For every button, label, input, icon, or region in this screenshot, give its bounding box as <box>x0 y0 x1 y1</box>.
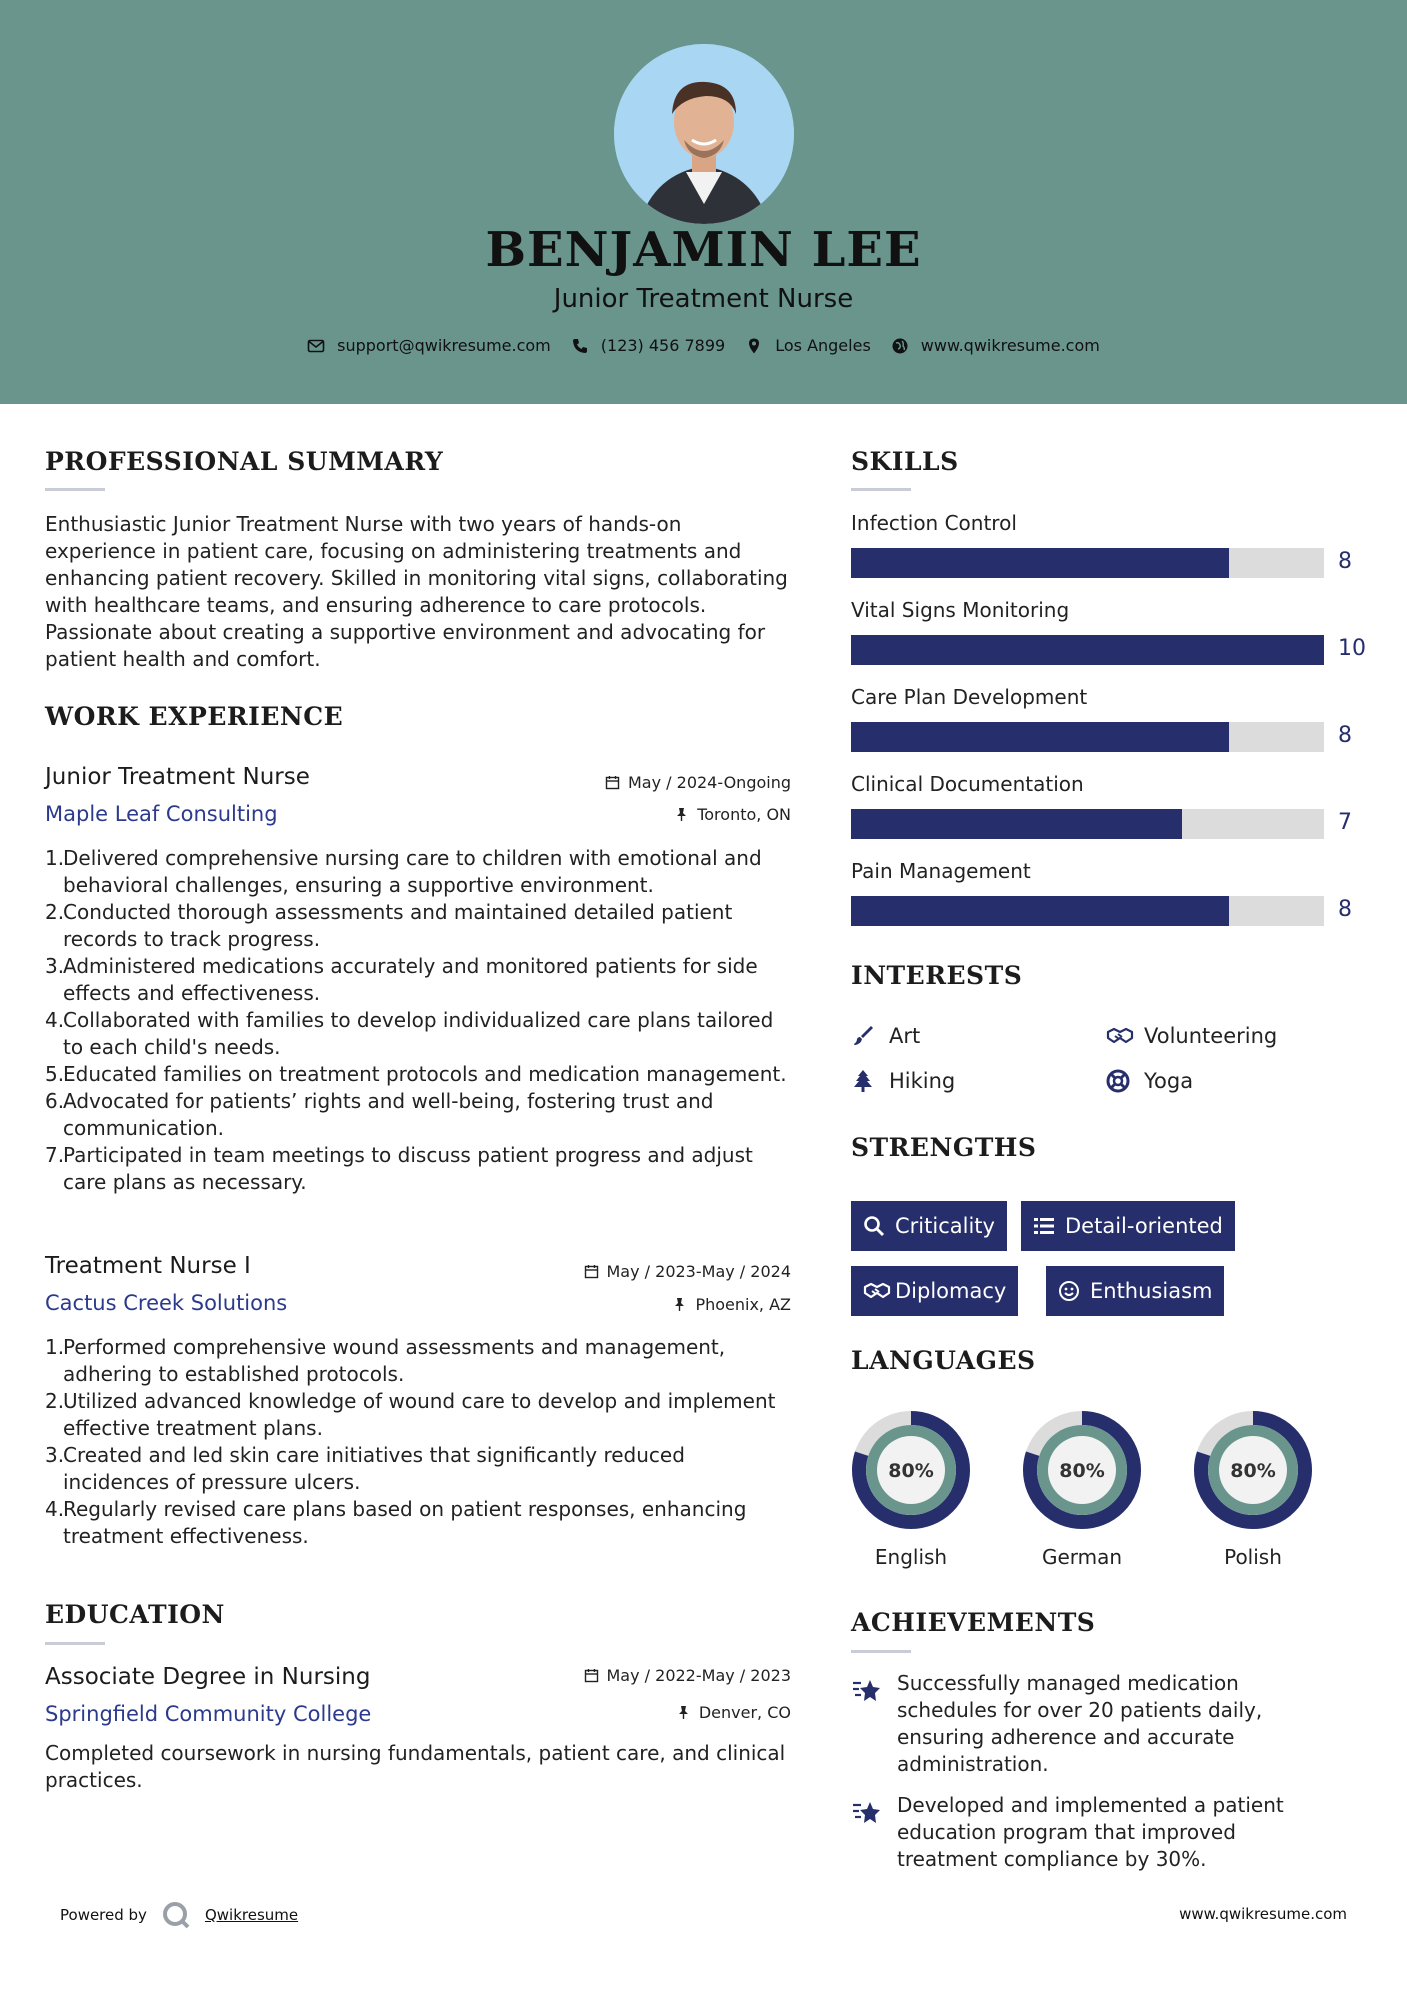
list-item: 7. Participated in team meetings to discuss patient progress and adjust care plans as necessary. <box>45 1143 753 1194</box>
interest-volunteering <box>1106 1024 1277 1048</box>
education-description: Completed coursework in nursing fundamentals, patient care, and clinical practices. <box>45 1741 786 1792</box>
contact-phone[interactable] <box>571 336 725 355</box>
shooting-star-icon <box>851 1674 883 1706</box>
footer-website[interactable]: www.qwikresume.com <box>1179 1905 1347 1923</box>
list-item: 4. Regularly revised care plans based on patient responses, enhancing treatment effectiveness. <box>45 1497 747 1548</box>
skill-bar-track <box>851 809 1324 839</box>
contact-email[interactable] <box>307 336 551 355</box>
phone-icon <box>571 337 589 355</box>
list-item: 3. Administered medications accurately and monitored patients for side effects and effectiveness. <box>45 954 758 1005</box>
job-company: Cactus Creek Solutions <box>45 1291 288 1315</box>
summary-text: Enthusiastic Junior Treatment Nurse with two years of hands-on experience in patient care, focusing on administering treatments and enhancing patient recovery. Skilled in monitoring vital signs, collaborating with healthcare teams, and ensuring adherence to care protocols. Passionate about creating a supportive environment and advocating for patient health and comfort. <box>45 512 788 671</box>
interest-hiking <box>851 1069 955 1093</box>
language-percent: 80% <box>888 1460 934 1482</box>
school-name: Springfield Community College <box>45 1702 372 1726</box>
achievement-text: Developed and implemented a patient education program that improved treatment compliance by 30%. <box>897 1793 1284 1871</box>
strength-label: Detail-oriented <box>1065 1214 1223 1238</box>
language-item <box>846 1409 976 1569</box>
job-dates <box>584 1262 792 1281</box>
strength-label: Diplomacy <box>895 1279 1007 1303</box>
location-text: Los Angeles <box>775 336 871 355</box>
list-item: 6. Advocated for patients’ rights and well-being, fostering trust and communication. <box>45 1089 714 1140</box>
strength-badge-diplomacy <box>851 1266 1018 1316</box>
job-dates-text: May / 2024-Ongoing <box>628 773 791 792</box>
qwikresume-logo-icon <box>161 1900 191 1930</box>
summary-heading: PROFESSIONAL SUMMARY <box>45 447 444 476</box>
resume-header <box>0 0 1407 404</box>
interest-yoga <box>1106 1069 1193 1093</box>
job-title: Treatment Nurse I <box>45 1253 251 1279</box>
summary-underline <box>45 488 105 491</box>
phone-text[interactable]: (123) 456 7899 <box>600 336 726 355</box>
shooting-star-icon <box>851 1796 883 1828</box>
footer-powered-by <box>60 1900 298 1930</box>
achievements-heading: ACHIEVEMENTS <box>851 1608 1096 1637</box>
candidate-name: BENJAMIN LEE <box>485 222 922 278</box>
achievement-item <box>851 1792 1331 1873</box>
skill-label: Vital Signs Monitoring <box>851 598 1070 622</box>
language-ring <box>850 1409 972 1531</box>
skill-label: Care Plan Development <box>851 685 1088 709</box>
skill-bar-track <box>851 722 1324 752</box>
lifebuoy-icon <box>1106 1069 1130 1093</box>
language-item <box>1017 1409 1147 1569</box>
email-text[interactable]: support@qwikresume.com <box>337 336 551 355</box>
skill-label: Pain Management <box>851 859 1031 883</box>
strength-badge-enthusiasm <box>1046 1266 1224 1316</box>
language-percent: 80% <box>1059 1460 1105 1482</box>
paintbrush-icon <box>851 1024 875 1048</box>
job-responsibilities <box>45 1334 790 1550</box>
search-icon <box>863 1215 885 1237</box>
job-location-text: Phoenix, AZ <box>695 1295 791 1314</box>
profile-photo <box>614 44 794 224</box>
calendar-icon <box>584 1668 599 1683</box>
powered-by-label: Powered by <box>60 1906 147 1924</box>
skill-bar-track <box>851 548 1324 578</box>
experience-heading: WORK EXPERIENCE <box>45 702 344 731</box>
list-item: 2. Utilized advanced knowledge of wound care to develop and implement effective treatment plans. <box>45 1389 776 1440</box>
list-item: 2. Conducted thorough assessments and maintained detailed patient records to track progress. <box>45 900 733 951</box>
education-heading: EDUCATION <box>45 1600 225 1629</box>
strength-label: Criticality <box>895 1214 995 1238</box>
handshake-icon <box>1106 1024 1130 1048</box>
skill-label: Infection Control <box>851 511 1017 535</box>
skill-bar-track <box>851 635 1324 665</box>
language-name: English <box>874 1545 948 1569</box>
skill-bar-fill <box>851 635 1324 665</box>
interest-label: Volunteering <box>1144 1024 1278 1048</box>
skill-score: 8 <box>1338 723 1352 748</box>
globe-icon <box>891 337 909 355</box>
job-location <box>674 805 791 824</box>
list-icon <box>1033 1215 1055 1237</box>
skill-score: 8 <box>1338 897 1352 922</box>
languages-heading: LANGUAGES <box>851 1346 1036 1375</box>
skills-heading: SKILLS <box>851 447 959 476</box>
education-dates-text: May / 2022-May / 2023 <box>606 1666 791 1685</box>
contact-location <box>745 336 871 355</box>
interest-art <box>851 1024 920 1048</box>
achievement-item <box>851 1670 1331 1778</box>
achievement-text: Successfully managed medication schedules for over 20 patients daily, ensuring adherence and accurate administration. <box>897 1671 1263 1776</box>
skill-bar-fill <box>851 548 1229 578</box>
calendar-icon <box>584 1264 599 1279</box>
language-item <box>1188 1409 1318 1569</box>
education-dates <box>584 1666 792 1685</box>
interest-label: Yoga <box>1144 1069 1194 1093</box>
job-dates-text: May / 2023-May / 2024 <box>606 1262 791 1281</box>
skills-underline <box>851 488 911 491</box>
tree-icon <box>851 1069 875 1093</box>
skill-bar-fill <box>851 722 1229 752</box>
pushpin-icon <box>672 1297 687 1312</box>
job-company: Maple Leaf Consulting <box>45 802 278 826</box>
interests-heading: INTERESTS <box>851 961 1023 990</box>
qwikresume-link[interactable]: Qwikresume <box>204 1906 299 1924</box>
list-item: 5. Educated families on treatment protocols and medication management. <box>45 1062 787 1086</box>
job-location-text: Toronto, ON <box>697 805 791 824</box>
degree-title: Associate Degree in Nursing <box>45 1664 371 1690</box>
list-item: 4. Collaborated with families to develop individualized care plans tailored to each child's needs. <box>45 1008 774 1059</box>
interest-label: Art <box>889 1024 921 1048</box>
skill-bar-track <box>851 896 1324 926</box>
job-responsibilities <box>45 845 790 1196</box>
map-pin-icon <box>745 337 763 355</box>
smile-icon <box>1058 1280 1080 1302</box>
interest-label: Hiking <box>889 1069 956 1093</box>
handshake-icon <box>863 1280 885 1302</box>
education-underline <box>45 1642 105 1645</box>
list-item: 1. Performed comprehensive wound assessments and management, adhering to established protocols. <box>45 1335 726 1386</box>
strengths-heading: STRENGTHS <box>851 1133 1037 1162</box>
skill-label: Clinical Documentation <box>851 772 1084 796</box>
strength-badge-criticality <box>851 1201 1007 1251</box>
website-text[interactable]: www.qwikresume.com <box>920 336 1100 355</box>
achievements-underline <box>851 1650 911 1653</box>
job-dates <box>605 773 791 792</box>
skill-score: 7 <box>1338 810 1352 835</box>
skill-bar-fill <box>851 809 1182 839</box>
pushpin-icon <box>676 1705 691 1720</box>
education-location-text: Denver, CO <box>698 1703 791 1722</box>
skill-score: 10 <box>1338 636 1366 661</box>
calendar-icon <box>605 775 620 790</box>
envelope-icon <box>307 337 325 355</box>
list-item: 3. Created and led skin care initiatives that significantly reduced incidences of pressure ulcers. <box>45 1443 685 1494</box>
skill-bar-fill <box>851 896 1229 926</box>
strength-badge-detail-oriented <box>1021 1201 1235 1251</box>
language-percent: 80% <box>1230 1460 1276 1482</box>
education-location <box>676 1703 791 1722</box>
list-item: 1. Delivered comprehensive nursing care to children with emotional and behavioral challenges, ensuring a supportive environment. <box>45 846 762 897</box>
language-ring <box>1021 1409 1143 1531</box>
language-name: German <box>1041 1545 1123 1569</box>
job-title: Junior Treatment Nurse <box>45 764 310 790</box>
language-name: Polish <box>1224 1545 1282 1569</box>
contact-website[interactable] <box>891 336 1100 355</box>
candidate-title: Junior Treatment Nurse <box>553 284 854 314</box>
contact-bar <box>0 336 1407 355</box>
skill-score: 8 <box>1338 549 1352 574</box>
strength-label: Enthusiasm <box>1090 1279 1213 1303</box>
pushpin-icon <box>674 807 689 822</box>
language-ring <box>1192 1409 1314 1531</box>
job-location <box>672 1295 791 1314</box>
